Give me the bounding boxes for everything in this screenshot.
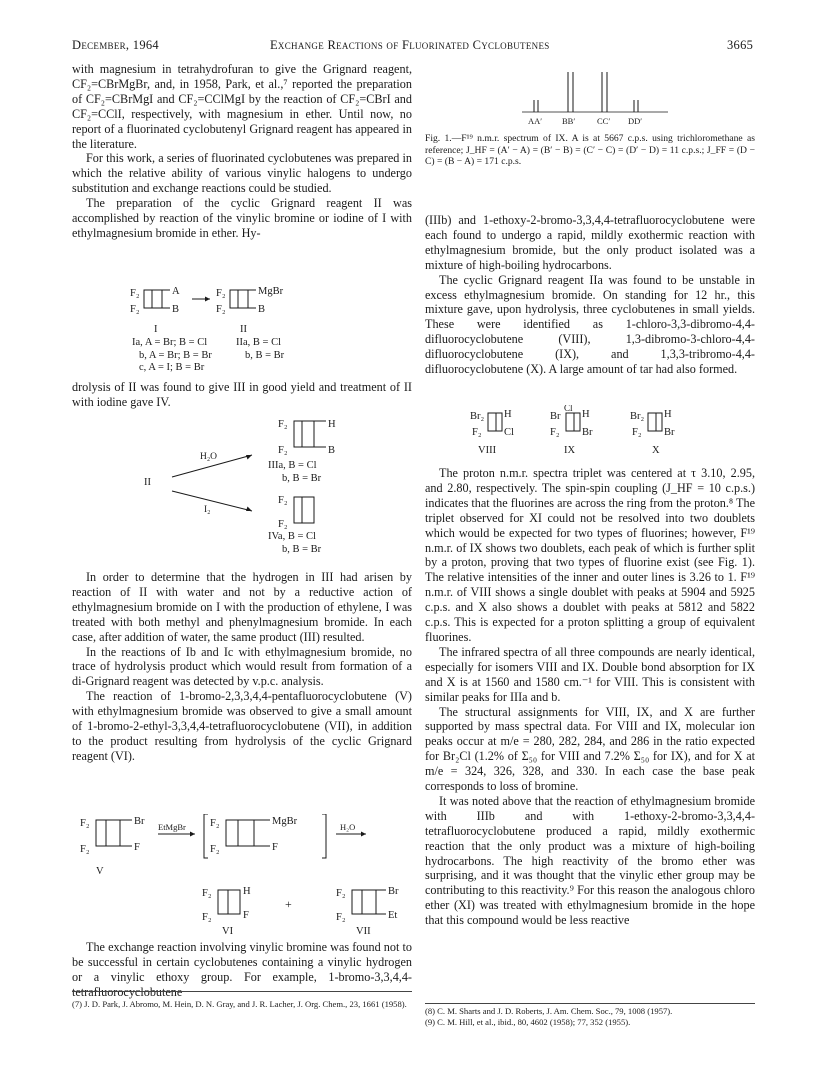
- legend-line: c, A = I; B = Br: [139, 362, 205, 373]
- substituent: Br₂: [470, 411, 485, 422]
- svg-text:F₂: F₂: [202, 888, 212, 899]
- substituent: Br: [134, 816, 145, 827]
- substituent: MgBr: [272, 816, 298, 827]
- label-VI: VI: [222, 926, 234, 937]
- substituent-b: B: [172, 304, 180, 315]
- paragraph: drolysis of II was found to give III in good yield and treatment of II with iodine gave IV.: [72, 380, 412, 409]
- legend-line: IVa, B = Cl: [268, 531, 316, 542]
- label-IX: IX: [564, 445, 576, 456]
- left-column-body: [72, 570, 412, 764]
- plus-sign: +: [285, 897, 292, 911]
- footnote-rule: [72, 991, 412, 992]
- peak-label: AA′: [528, 116, 543, 126]
- svg-text:F₂: F₂: [278, 419, 288, 430]
- paragraph: The structural assignments for VIII, IX, and X are further supported by mass spectral data. For VIII and IX, molecular ion peaks occur at m/e = 280, 282, 284, and 286 in the ratio expected for Br₂Cl (1.2% of Σ₅₀ for VIII and 7.2% Σ₅₀ for IX), and for X at m/e = 324, 326, 328, and 330. In each case the base peak corresponds to loss of bromine.: [425, 704, 755, 794]
- reagent-iodine: I₂: [204, 505, 211, 515]
- footnote-rule: [425, 1003, 755, 1004]
- f2-label: F₂: [130, 288, 140, 299]
- cyclobutene-ring: [648, 413, 662, 431]
- substituent-b: B: [328, 445, 336, 456]
- svg-text:F₂: F₂: [202, 912, 212, 923]
- substituent: H: [243, 886, 251, 897]
- left-column-p4: [72, 380, 412, 410]
- running-header-date: December, 1964: [72, 38, 159, 52]
- substituent-a: A: [172, 286, 180, 297]
- scheme-3-structures: [80, 814, 410, 939]
- scheme-4-structures: [470, 405, 720, 460]
- running-header-title: Exchange Reactions of Fluorinated Cyclobutenes: [270, 38, 550, 52]
- svg-text:F₂: F₂: [80, 818, 90, 829]
- spectrum-peaks: [534, 72, 638, 112]
- start-compound-II: II: [144, 477, 151, 488]
- paragraph: In the reactions of Ib and Ic with ethylmagnesium bromide, no trace of hydrolysis product which would result from formation of a di-Grignard reagent was detected by v.p.c. analysis.: [72, 644, 412, 689]
- substituent: Br: [664, 427, 675, 438]
- substituent: H: [504, 409, 512, 420]
- legend-II: [236, 337, 284, 362]
- right-column-lower: [425, 466, 755, 928]
- arrow-to-IV: [172, 491, 252, 511]
- svg-text:F₂: F₂: [632, 427, 642, 438]
- svg-text:F₂: F₂: [336, 888, 346, 899]
- svg-text:F₂: F₂: [210, 844, 220, 855]
- paragraph: (IIIb) and 1-ethoxy-2-bromo-3,3,4,4-tetrafluorocyclobutene were each found to undergo a rapid, mildly exothermic reaction with ethylmagnesium bromide, but the only product isolated was a mixture of high-boiling hydrocarbons.: [425, 213, 755, 272]
- svg-text:F₂: F₂: [80, 844, 90, 855]
- svg-text:F₂: F₂: [278, 495, 288, 506]
- substituent-b: B: [258, 304, 266, 315]
- legend-line: b, B = Br: [282, 472, 322, 484]
- peak-label: BB′: [562, 116, 576, 126]
- legend-I: [132, 337, 212, 375]
- cyclobutene-ring: [294, 421, 314, 447]
- substituent: Cl: [504, 427, 514, 438]
- substituent: Br: [550, 411, 561, 422]
- cyclobutene-ring: [566, 413, 580, 431]
- label-X: X: [652, 445, 660, 456]
- substituent-h: H: [328, 419, 336, 430]
- legend-line: b, A = Br; B = Br: [139, 349, 212, 361]
- legend-line: b, B = Br: [282, 543, 322, 555]
- substituent: F: [134, 842, 140, 853]
- label-III: [268, 460, 321, 485]
- paragraph: The exchange reaction involving vinylic bromine was found not to be successful in certain cyclobutenes containing a vinylic hydrogen or a vinylic ethoxy group. For example, 1-bromo-3,3,4,4-tetrafluorocyclobutene: [72, 940, 412, 999]
- svg-text:F₂: F₂: [336, 912, 346, 923]
- footnotes-8-9: [425, 1006, 755, 1027]
- scheme-1-structures: [130, 282, 350, 342]
- substituent: F: [243, 910, 249, 921]
- footnote-text: (7) J. D. Park, J. Abromo, M. Hein, D. N. Gray, and J. R. Lacher, J. Org. Chem., 23, 1661 (1958).: [72, 999, 407, 1009]
- reagent-water: H₂O: [340, 822, 356, 832]
- figure-1-nmr-spectrum: [520, 70, 670, 130]
- substituent: Br₂: [630, 411, 645, 422]
- paragraph: with magnesium in tetrahydrofuran to give the Grignard reagent, CF₂=CBrMgBr, and, in 1958, Park, et al.,⁷ reported the preparation of CF₂=CBrMgI and CF₂=CClMgI by the reaction of CF₂=CBrI and CF₂=CClI, respectively, with magnesium in ether. Until now, no report of a fluorinated cyclobutenyl Grignard reagent has appeared in the literature.: [72, 62, 412, 151]
- svg-text:F₂: F₂: [550, 427, 560, 438]
- legend-line: IIIa, B = Cl: [268, 460, 317, 471]
- right-column-upper: [425, 213, 755, 377]
- compound-number-II: II: [240, 324, 247, 335]
- paragraph: The infrared spectra of all three compounds are nearly identical, especially for isomers VIII and IX. Double bond absorption for IX and X is at 1560 and 1580 cm.⁻¹ for VIII. This is consistent with similar peaks for IIIa and b.: [425, 644, 755, 704]
- legend-line: IIa, B = Cl: [236, 337, 281, 348]
- substituent: Br: [388, 886, 399, 897]
- f2-label: F₂: [130, 304, 140, 315]
- paragraph: The proton n.m.r. spectra triplet was centered at τ 3.10, 2.95, and 2.80, respectively. The spin-spin coupling (J_HF = 10 c.p.s.) indicates that the fluorines are across the ring from the proton.⁸ The triplet observed for XI could not be resolved into two doublets which would be expected for two types of fluorines; however, F¹⁹ n.m.r. of IX shows two doublets, each peak of which is further split by a proton, proving that two types of fluorine exist (see Fig. 1). The relative intensities of the inner and outer lines is 3.26 to 1. F¹⁹ n.m.r. of VIII shows a single doublet with peaks at 5904 and 5925 c.p.s. and X also shows a doublet with peaks at 5812 and 5822 c.p.s. This is expected for a proton splitting a group of equivalent fluorines.: [425, 466, 755, 644]
- substituent: F: [272, 842, 278, 853]
- reagent-water: H₂O: [200, 452, 218, 462]
- figure-1-caption: Fig. 1.—F¹⁹ n.m.r. spectrum of IX. A is at 5667 c.p.s. using trichloromethane as reference; J_HF = (A′ − A) = (B′ − B) = (C′ − C) = (D′ − D) = 11 c.p.s.; J_FF = (D − C) = (B − A) = 171 c.p.s.: [425, 133, 755, 168]
- paragraph: The reaction of 1-bromo-2,3,3,4,4-pentafluorocyclobutene (V) with ethylmagnesium bromide was observed to give a small amount of 1-bromo-2-ethyl-3,3,4,4-tetrafluorocyclobutene (VII), in addition to the product resulting from hydrolysis of the cyclic Grignard reagent (VI).: [72, 689, 412, 763]
- peak-label: DD′: [628, 116, 643, 126]
- footnote-7: [72, 999, 412, 1010]
- cyclobutene-ring: [96, 820, 120, 846]
- substituent: Cl: [564, 405, 573, 413]
- svg-text:F₂: F₂: [278, 445, 288, 456]
- cyclobutene-ring: [352, 890, 376, 914]
- reagent-etmgbr: EtMgBr: [158, 822, 186, 832]
- legend-line: b, B = Br: [245, 349, 285, 361]
- substituent: H: [582, 409, 590, 420]
- svg-text:F₂: F₂: [472, 427, 482, 438]
- substituent: Br: [582, 427, 593, 438]
- compound-number-I: I: [154, 324, 158, 335]
- substituent: H: [664, 409, 672, 420]
- paragraph: It was noted above that the reaction of ethylmagnesium bromide with IIIb and with 1-ethoxy-2-bromo-3,3,4,4-tetrafluorocyclobutene produced a rapid, mildly exothermic reaction that the only product was a mixture of high-boiling hydrocarbons. The high reactivity of the bromo ether was surprising, and it was thought that the vinylic ether group may be contributing to this reactivity.⁹ For this reason the analogous chloro ether (XI) was treated with ethylmagnesium bromide in the hope that this compound would be less reactive: [425, 793, 755, 928]
- substituent: Et: [388, 910, 398, 921]
- cyclobutene-ring: [294, 497, 314, 523]
- footnote-text: (9) C. M. Hill, et al., ibid., 80, 4602 (1958); 77, 352 (1955).: [425, 1016, 631, 1027]
- left-column-intro: [72, 62, 412, 241]
- svg-text:F₂: F₂: [210, 818, 220, 829]
- substituent-mgbr: MgBr: [258, 286, 284, 297]
- cyclobutene-ring: [230, 290, 248, 308]
- page-number: 3665: [727, 38, 754, 52]
- label-VII: VII: [356, 926, 371, 937]
- scheme-2-structures: [130, 415, 370, 565]
- label-VIII: VIII: [478, 445, 497, 456]
- f2-label: F₂: [216, 288, 226, 299]
- cyclobutene-ring: [488, 413, 502, 431]
- cyclobutene-ring: [218, 890, 240, 914]
- label-IV: [268, 531, 321, 556]
- label-V: V: [96, 866, 104, 877]
- paragraph: The cyclic Grignard reagent IIa was found to be unstable in excess ethylmagnesium bromide. On standing for 12 hr., this mixture gave, upon hydrolysis, three cyclobutenes in small yields. These were identified as 1-chloro-3,3-dibromo-4,4-difluorocyclobutene (VIII), 1,3-dibromo-3-chloro-4,4-difluorocyclobutene (IX), and 1,3,3-tribromo-4,4-difluorocyclobutene (X). A large amount of tar had also formed.: [425, 272, 755, 377]
- f2-label: F₂: [216, 304, 226, 315]
- svg-text:F₂: F₂: [278, 519, 288, 530]
- cyclobutene-ring: [144, 290, 162, 308]
- legend-line: Ia, A = Br; B = Cl: [132, 337, 208, 348]
- cyclobutene-ring: [226, 820, 254, 846]
- peak-label: CC′: [597, 116, 611, 126]
- paragraph: For this work, a series of fluorinated cyclobutenes was prepared in which the relative ability of various vinylic halogens to undergo substitution and exchange reactions could be studied.: [72, 151, 412, 196]
- paragraph: The preparation of the cyclic Grignard reagent II was accomplished by reaction of the vinylic bromine or iodine of I with ethylmagnesium bromide in ether. Hy-: [72, 196, 412, 240]
- paragraph: In order to determine that the hydrogen in III had arisen by reaction of II with water and not by a reductive action of ethylmagnesium bromide on I with the production of ethylene, I was treated with both methyl and phenylmagnesium bromide. In each case, after addition of water, the same product (III) resulted.: [72, 570, 412, 644]
- footnote-text: (8) C. M. Sharts and J. D. Roberts, J. Am. Chem. Soc., 79, 1008 (1957).: [425, 1006, 673, 1016]
